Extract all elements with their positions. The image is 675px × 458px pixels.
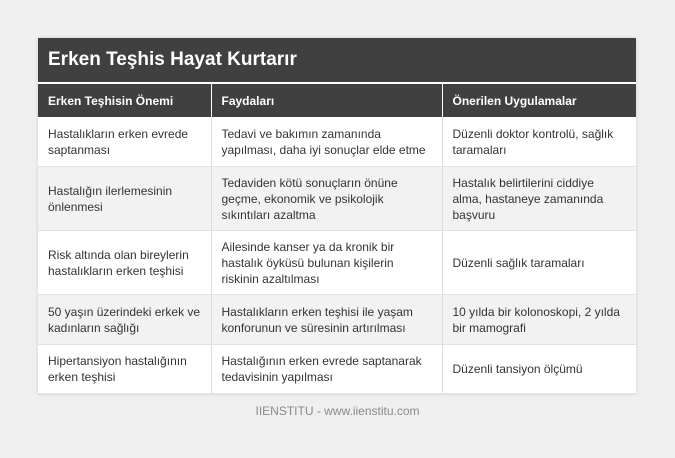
table-row [38,117,636,167]
table-cell: Hastalıkların erken teşhisi ile yaşam konforunun ve süresinin artırılması [211,295,442,345]
table-title: Erken Teşhis Hayat Kurtarır [38,38,636,84]
table-cell: Tedavi ve bakımın zamanında yapılması, daha iyi sonuçlar elde etme [211,117,442,167]
table-cell: Düzenli sağlık taramaları [442,231,636,295]
table-cell: Düzenli tansiyon ölçümü [442,345,636,394]
table-row [38,345,636,394]
column-header-recommendations: Önerilen Uygulamalar [442,84,636,117]
table-row [38,295,636,345]
table-cell: 50 yaşın üzerindeki erkek ve kadınların sağlığı [38,295,211,345]
table-cell: Hastalıkların erken evrede saptanması [38,117,211,167]
table-cell: Hipertansiyon hastalığının erken teşhisi [38,345,211,394]
table-card [38,38,636,394]
table-cell: Risk altında olan bireylerin hastalıkların erken teşhisi [38,231,211,295]
header-row [38,84,636,117]
table-cell: Ailesinde kanser ya da kronik bir hastalık öyküsü bulunan kişilerin riskinin azaltılması [211,231,442,295]
table-row [38,167,636,231]
table-cell: Hastalığının erken evrede saptanarak tedavisinin yapılması [211,345,442,394]
table-cell: Hastalık belirtilerini ciddiye alma, hastaneye zamanında başvuru [442,167,636,231]
table-cell: Tedaviden kötü sonuçların önüne geçme, ekonomik ve psikolojik sıkıntıları azaltma [211,167,442,231]
table-cell: Düzenli doktor kontrolü, sağlık taramaları [442,117,636,167]
data-table [38,84,636,394]
footer-credit: IIENSTITU - www.iienstitu.com [255,404,420,418]
table-cell: 10 yılda bir kolonoskopi, 2 yılda bir mamografi [442,295,636,345]
column-header-benefits: Faydaları [211,84,442,117]
table-cell: Hastalığın ilerlemesinin önlenmesi [38,167,211,231]
column-header-importance: Erken Teşhisin Önemi [38,84,211,117]
table-row [38,231,636,295]
